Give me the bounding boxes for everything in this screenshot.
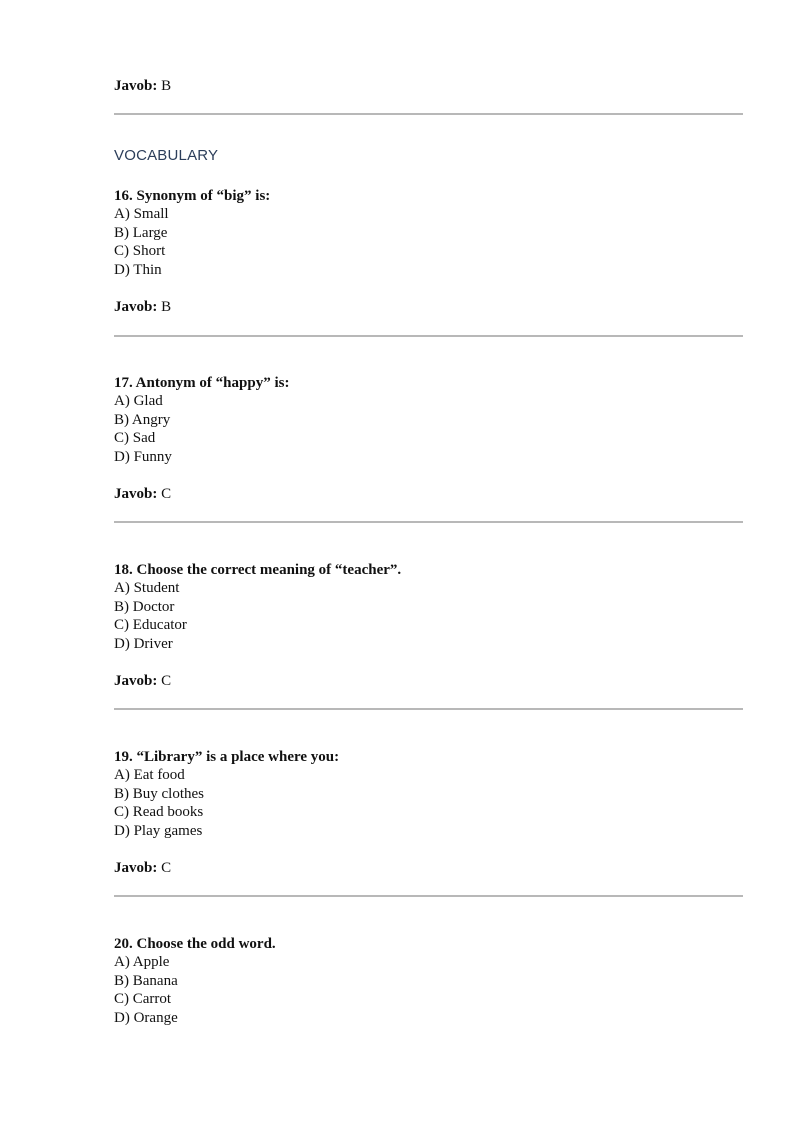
answer-label: Javob: bbox=[114, 486, 158, 502]
answer-label: Javob: bbox=[114, 673, 158, 689]
option-d: D) Thin bbox=[114, 262, 162, 278]
option-c: C) Carrot bbox=[114, 991, 172, 1007]
divider bbox=[114, 335, 743, 337]
option-b: B) Angry bbox=[114, 412, 171, 428]
answer-value: B bbox=[161, 299, 172, 315]
answer-value: B bbox=[161, 78, 172, 94]
answer-line bbox=[114, 672, 171, 691]
question-text: 17. Antonym of “happy” is: bbox=[114, 375, 290, 391]
question-text: 19. “Library” is a place where you: bbox=[114, 749, 340, 765]
option-c: C) Read books bbox=[114, 804, 204, 820]
divider bbox=[114, 708, 743, 710]
question-text: 18. Choose the correct meaning of “teacher”. bbox=[114, 562, 402, 578]
answer-line bbox=[114, 485, 171, 504]
divider bbox=[114, 895, 743, 897]
divider bbox=[114, 521, 743, 523]
option-c: C) Educator bbox=[114, 617, 187, 633]
answer-value: C bbox=[161, 486, 172, 502]
option-d: D) Driver bbox=[114, 636, 173, 652]
option-a: A) Apple bbox=[114, 954, 170, 970]
answer-line bbox=[114, 77, 171, 96]
answer-label: Javob: bbox=[114, 78, 158, 94]
answer-value: C bbox=[161, 860, 172, 876]
option-c: C) Sad bbox=[114, 430, 156, 446]
answer-label: Javob: bbox=[114, 860, 158, 876]
option-b: B) Large bbox=[114, 225, 168, 241]
answer-value: C bbox=[161, 673, 172, 689]
option-b: B) Banana bbox=[114, 973, 178, 989]
answer-line bbox=[114, 859, 171, 878]
question-text: 16. Synonym of “big” is: bbox=[114, 188, 271, 204]
option-c: C) Short bbox=[114, 243, 166, 259]
option-d: D) Funny bbox=[114, 449, 172, 465]
option-b: B) Doctor bbox=[114, 599, 175, 615]
option-a: A) Small bbox=[114, 206, 169, 222]
divider bbox=[114, 113, 743, 115]
option-d: D) Orange bbox=[114, 1010, 178, 1026]
option-a: A) Glad bbox=[114, 393, 163, 409]
answer-line bbox=[114, 298, 171, 317]
option-a: A) Eat food bbox=[114, 767, 185, 783]
question-text: 20. Choose the odd word. bbox=[114, 936, 276, 952]
option-a: A) Student bbox=[114, 580, 180, 596]
section-title: VOCABULARY bbox=[114, 147, 219, 164]
option-b: B) Buy clothes bbox=[114, 786, 204, 802]
answer-label: Javob: bbox=[114, 299, 158, 315]
option-d: D) Play games bbox=[114, 823, 203, 839]
